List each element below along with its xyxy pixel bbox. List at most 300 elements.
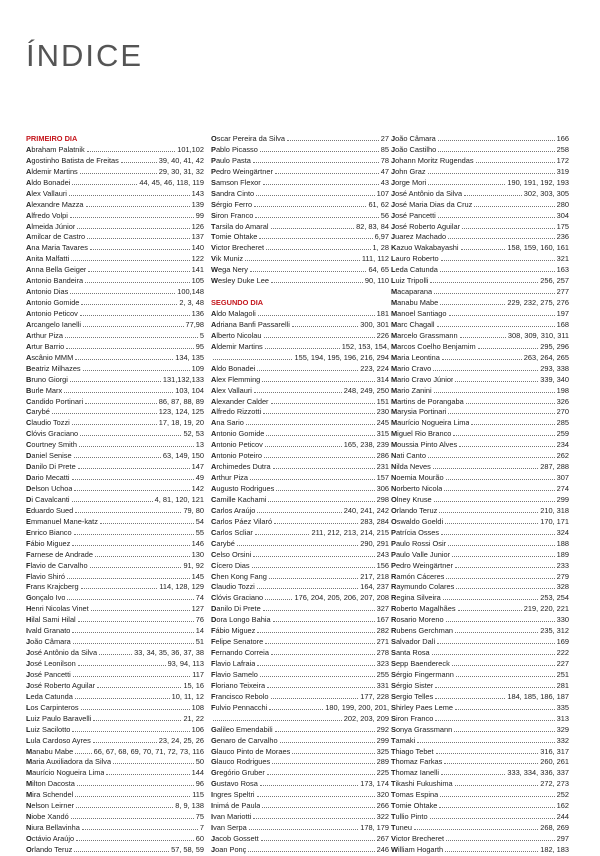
artist-name (26, 506, 73, 517)
artist-initial: O (391, 516, 397, 526)
artist-initial: E (26, 527, 31, 537)
leader-dots (74, 534, 194, 535)
leader-dots (455, 632, 538, 633)
index-entry (391, 167, 569, 178)
artist-name-rest: ldemir Martins (216, 341, 263, 351)
leader-dots (121, 162, 157, 163)
artist-name-rest: osé Leonilson (30, 659, 76, 668)
artist-name-rest: arybé (216, 538, 235, 548)
index-entry (391, 189, 569, 200)
leader-dots (262, 381, 374, 382)
artist-initial: J (391, 199, 396, 209)
artist-name-rest: scânio MMM (31, 352, 74, 362)
leader-dots (260, 151, 379, 152)
leader-dots (428, 457, 555, 458)
artist-initial: C (211, 560, 217, 570)
artist-name (26, 801, 74, 812)
leader-dots (274, 523, 358, 524)
page-numbers: 256, 257 (540, 276, 569, 286)
leader-dots (438, 140, 555, 141)
leader-dots (273, 468, 375, 469)
artist-name-rest: lfredo Rizzotti (216, 407, 262, 417)
artist-name-rest: rcangelo Ianelli (31, 319, 82, 329)
leader-dots (257, 632, 374, 633)
leader-dots (428, 184, 505, 185)
index-entry (26, 823, 204, 834)
artist-name (26, 692, 73, 703)
artist-name (391, 757, 442, 768)
index-entry (391, 418, 569, 429)
artist-name-rest: ikashi Fukushima (395, 779, 453, 789)
page-numbers: 285 (556, 418, 569, 428)
index-entry (391, 506, 569, 517)
artist-name (391, 484, 442, 495)
artist-name-rest: hen Kong Fang (216, 571, 267, 581)
index-entry (391, 440, 569, 451)
artist-name (211, 342, 263, 353)
artist-name-rest: ntonio Gomide (31, 298, 80, 308)
index-entry (391, 353, 569, 364)
section-heading: PRIMEIRO DIA (26, 134, 78, 143)
page-numbers: 63, 149, 150 (162, 451, 204, 461)
artist-name-rest: rthur Piza (31, 330, 63, 340)
leader-dots (271, 654, 375, 655)
artist-initial: G (26, 593, 32, 603)
page-numbers: 143 (191, 188, 204, 198)
artist-initial: T (211, 221, 216, 231)
index-entry (26, 407, 204, 418)
artist-name (211, 167, 273, 178)
leader-dots (67, 599, 193, 600)
artist-name-rest: eda Catunda (30, 691, 73, 701)
artist-name-rest: oan Ponç (215, 844, 247, 854)
artist-initial: H (26, 615, 32, 625)
artist-name-rest: elipe Senatore (215, 637, 264, 647)
artist-initial: S (211, 177, 216, 187)
artist-initial: A (211, 429, 217, 439)
artist-name-rest: ntonio Dias (31, 287, 69, 297)
page-numbers: 259 (556, 429, 569, 439)
leader-dots (65, 337, 198, 338)
artist-name (26, 747, 73, 758)
leader-dots (85, 403, 157, 404)
leader-dots (439, 807, 554, 808)
artist-initial: F (211, 626, 216, 636)
index-entry (26, 211, 204, 222)
artist-name-rest: rancisco Rebolo (215, 691, 269, 701)
index-entry (26, 320, 204, 331)
artist-name-rest: aymundo Colares (396, 582, 455, 592)
artist-name (26, 484, 72, 495)
leader-dots (265, 643, 374, 644)
artist-initial: T (391, 757, 396, 767)
artist-name-rest: érgio Fingermann (395, 669, 454, 679)
index-entry (211, 276, 389, 287)
index-entry (26, 353, 204, 364)
artist-name-rest: ilda Neves (396, 462, 431, 472)
artist-initial: G (211, 746, 217, 756)
leader-dots (256, 195, 375, 196)
artist-name-rest: rtur Barrio (31, 341, 65, 351)
artist-name-rest: aria Auxiliadora da Silva (32, 757, 112, 767)
index-entry (391, 156, 569, 167)
artist-initial: A (211, 473, 217, 483)
leader-dots (253, 556, 374, 557)
leader-dots (70, 217, 194, 218)
artist-name-rest: orge Mori (395, 177, 427, 187)
artist-name (26, 648, 97, 659)
index-entry (211, 451, 389, 462)
artist-name-rest: omas Espina (395, 790, 439, 800)
leader-dots (254, 206, 366, 207)
leader-dots (261, 840, 375, 841)
artist-name (26, 331, 63, 342)
artist-name-rest: amille Kachami (216, 494, 267, 504)
index-entry (211, 320, 389, 331)
artist-name-rest: ngres Speltri (213, 790, 255, 800)
artist-initial: N (391, 473, 397, 483)
artist-name (26, 232, 85, 243)
artist-name-rest: anilo Di Prete (216, 604, 261, 614)
artist-name (26, 845, 72, 856)
page-numbers: 235, 312 (540, 626, 569, 636)
leader-dots (275, 731, 375, 732)
artist-name-rest: elson Leirner (31, 801, 75, 811)
page-numbers: 105 (191, 276, 204, 286)
index-entry (26, 747, 204, 758)
artist-name-rest: arc Chagall (397, 319, 435, 329)
index-entry (26, 375, 204, 386)
page-numbers: 75 (195, 812, 204, 822)
artist-name (391, 222, 460, 233)
index-entry (391, 725, 569, 736)
artist-name-rest: arlos Páez Vilaró (216, 516, 273, 526)
artist-initial: M (391, 429, 398, 439)
leader-dots (252, 567, 375, 568)
artist-name (26, 451, 72, 462)
page-numbers: 306 (376, 484, 389, 493)
artist-name (211, 648, 269, 659)
artist-initial: W (211, 276, 218, 286)
artist-initial: R (391, 593, 397, 603)
leader-dots (434, 392, 555, 393)
artist-name-rest: osé Maria Dias da Cruz (395, 199, 473, 209)
artist-initial: L (391, 265, 396, 275)
artist-initial: A (211, 330, 217, 340)
artist-name-rest: oão Câmara (395, 134, 436, 143)
artist-name-rest: vald Granato (28, 626, 71, 636)
artist-initial: S (391, 691, 396, 701)
page-numbers: 252 (556, 790, 569, 800)
page-numbers: 251 (556, 669, 569, 679)
index-entry (391, 407, 569, 418)
index-entry (391, 145, 569, 156)
page-numbers: 111, 112 (361, 254, 389, 264)
page-numbers: 282 (376, 626, 389, 636)
leader-dots (72, 184, 137, 185)
artist-name (26, 834, 74, 845)
artist-name-rest: ora Longo Bahia (216, 615, 271, 625)
page-numbers: 164, 237 (360, 582, 389, 592)
index-entry (211, 604, 389, 615)
artist-initial: D (26, 451, 32, 461)
artist-name (211, 550, 251, 561)
index-entry (211, 462, 389, 473)
index-entry (26, 615, 204, 626)
artist-name (391, 189, 462, 200)
artist-name (26, 714, 91, 725)
artist-name-rest: ega Nery (217, 265, 248, 275)
leader-dots (446, 840, 555, 841)
artist-name (211, 440, 263, 451)
page-numbers: 142 (191, 484, 204, 493)
index-entry (211, 648, 389, 659)
artist-initial: M (391, 319, 398, 329)
artist-name (211, 375, 260, 386)
artist-name-rest: enri Nicolas Vinet (31, 604, 89, 614)
artist-name (211, 757, 270, 768)
leader-dots (69, 195, 190, 196)
page-numbers: 173, 174 (360, 779, 389, 789)
artist-initial: A (26, 243, 32, 253)
leader-dots (435, 720, 554, 721)
artist-name-rest: na Maria Tavares (31, 243, 88, 253)
artist-initial: R (391, 582, 397, 592)
artist-name (26, 265, 86, 276)
artist-name-rest: arlos Araújo (216, 505, 256, 515)
leader-dots (437, 643, 554, 644)
artist-name (211, 309, 256, 320)
index-entry (391, 582, 569, 593)
artist-initial: F (211, 669, 216, 679)
page-numbers: 157 (376, 473, 389, 483)
artist-initial: A (26, 210, 32, 220)
page-numbers: 230 (376, 407, 389, 417)
page-numbers: 100,148 (177, 287, 204, 297)
index-entry (26, 550, 204, 561)
leader-dots (97, 687, 181, 688)
page-numbers: 279 (556, 571, 569, 581)
artist-initial: A (26, 199, 32, 209)
leader-dots (52, 413, 157, 414)
page-numbers: 54 (195, 516, 204, 526)
artist-name (26, 659, 76, 670)
leader-dots (246, 424, 375, 425)
leader-dots (75, 359, 173, 360)
index-entry (391, 243, 569, 254)
index-entry (211, 528, 389, 539)
leader-dots (213, 359, 292, 360)
artist-name (391, 517, 443, 528)
artist-initial: A (26, 276, 32, 286)
index-entry (26, 440, 204, 451)
index-entry (391, 309, 569, 320)
page-numbers: 2, 3, 48 (179, 298, 204, 308)
artist-initial: T (391, 746, 396, 756)
index-entry (391, 779, 569, 790)
artist-name (211, 462, 271, 473)
leader-dots (76, 840, 194, 841)
artist-initial: A (211, 407, 217, 417)
index-entry (391, 736, 569, 747)
artist-initial: J (391, 166, 396, 176)
artist-name (26, 342, 64, 353)
artist-name (391, 714, 433, 725)
artist-initial: M (391, 363, 398, 373)
index-entry (211, 659, 389, 670)
leader-dots (67, 578, 190, 579)
artist-name (211, 681, 265, 692)
index-entry (211, 407, 389, 418)
page-numbers: 328 (556, 582, 569, 592)
artist-name-rest: osé Pancetti (395, 210, 436, 220)
artist-initial: A (211, 418, 217, 428)
page-numbers: 79, 80 (183, 505, 204, 515)
leader-dots (456, 588, 554, 589)
artist-initial: S (391, 724, 396, 734)
index-entry (391, 386, 569, 397)
page-numbers: 165, 238, 239 (343, 440, 389, 450)
artist-name (26, 517, 98, 528)
index-entry (211, 582, 389, 593)
artist-initial: O (211, 134, 217, 143)
artist-name (211, 561, 250, 572)
artist-name (391, 429, 451, 440)
artist-name-rest: amaki (395, 735, 416, 745)
leader-dots (476, 162, 555, 163)
artist-name-rest: edro Weingärtner (395, 560, 453, 570)
artist-name-rest: ictor Brecheret (215, 243, 264, 253)
index-entry (211, 309, 389, 320)
page-numbers: 286 (376, 451, 389, 461)
artist-name (211, 364, 255, 375)
leader-dots (95, 556, 190, 557)
index-entry (26, 178, 204, 189)
leader-dots (436, 753, 539, 754)
artist-initial: T (391, 779, 396, 789)
page-numbers: 170, 171 (540, 516, 569, 526)
index-entry (211, 812, 389, 823)
artist-name-rest: artins de Porangaba (397, 396, 464, 406)
index-entry (26, 561, 204, 572)
index-entry (211, 473, 389, 484)
page-numbers: 107 (376, 188, 389, 198)
artist-name-rest: lauco Pinto de Moraes (216, 746, 291, 756)
leader-dots (455, 567, 555, 568)
index-entry (26, 462, 204, 473)
artist-name (391, 200, 472, 211)
artist-initial: I (211, 801, 214, 811)
page-numbers: 139 (191, 199, 204, 209)
leader-dots (66, 348, 194, 349)
artist-name (26, 539, 70, 550)
artist-name-rest: lavio Shiró (30, 571, 66, 581)
artist-name-rest: oão Castilho (395, 144, 437, 154)
index-entry (26, 451, 204, 462)
leader-dots (280, 742, 375, 743)
leader-dots (276, 490, 374, 491)
artist-name-rest: ario Cravo Júnior (397, 374, 454, 384)
artist-initial: M (391, 407, 398, 417)
artist-initial: L (26, 724, 31, 734)
artist-name (391, 779, 453, 790)
leader-dots (72, 632, 193, 633)
index-entry (391, 757, 569, 768)
page-numbers: 202, 203, 209 (343, 713, 389, 723)
index-entry (211, 429, 389, 440)
index-entry (26, 189, 204, 200)
page-numbers: 219, 220, 221 (523, 604, 569, 614)
artist-initial: A (26, 341, 32, 351)
index-entry (391, 845, 569, 856)
page-numbers: 21, 22 (183, 713, 204, 723)
artist-name-rest: anoel Santiago (397, 309, 447, 318)
artist-name (211, 276, 269, 287)
artist-name-rest: ntonio Peticov (216, 440, 263, 450)
leader-dots (441, 534, 555, 535)
page-numbers: 5 (199, 330, 204, 340)
artist-name (211, 539, 235, 550)
page-numbers: 188 (556, 538, 569, 548)
index-entry (391, 276, 569, 287)
index-entry (391, 550, 569, 561)
artist-initial: F (211, 680, 216, 690)
artist-name-rest: lexandre Mazza (31, 199, 84, 209)
artist-name-rest: lavio de Carvalho (30, 560, 88, 570)
artist-initial: F (26, 560, 31, 570)
artist-name-rest: nrico Bianco (30, 527, 72, 537)
index-entry (26, 331, 204, 342)
index-entry (26, 593, 204, 604)
artist-name-rest: rans Krajcberg (30, 582, 79, 592)
artist-initial: N (391, 484, 397, 493)
leader-dots (80, 435, 181, 436)
artist-name (391, 528, 439, 539)
artist-initial: F (26, 549, 31, 559)
artist-initial: D (26, 462, 32, 472)
page-numbers: 327 (376, 604, 389, 614)
index-entry (211, 156, 389, 167)
artist-name-rest: aulo Pasta (215, 155, 251, 165)
page-numbers: 295, 296 (540, 341, 569, 351)
artist-initial: S (391, 713, 396, 723)
page-numbers: 325 (376, 746, 389, 756)
artist-name (391, 648, 430, 659)
artist-initial: J (391, 232, 396, 242)
artist-name (391, 659, 450, 670)
page-numbers: 44, 45, 46, 118, 119 (139, 177, 204, 187)
artist-initial: L (26, 713, 31, 723)
leader-dots (448, 545, 555, 546)
index-entry (26, 539, 204, 550)
index-entry (211, 823, 389, 834)
artist-name-rest: van Serpa (213, 823, 247, 833)
artist-name (211, 823, 247, 834)
index-entry (211, 539, 389, 550)
leader-dots (432, 654, 555, 655)
artist-name (391, 812, 428, 823)
artist-name-rest: omie Ohtake (215, 232, 258, 242)
leader-dots (275, 173, 379, 174)
leader-dots (438, 217, 555, 218)
artist-initial: S (391, 702, 396, 712)
leader-dots (72, 424, 157, 425)
index-entry (391, 375, 569, 386)
artist-name (211, 692, 269, 703)
leader-dots (271, 282, 363, 283)
page-numbers: 8, 9, 138 (175, 801, 204, 811)
index-entry (26, 397, 204, 408)
